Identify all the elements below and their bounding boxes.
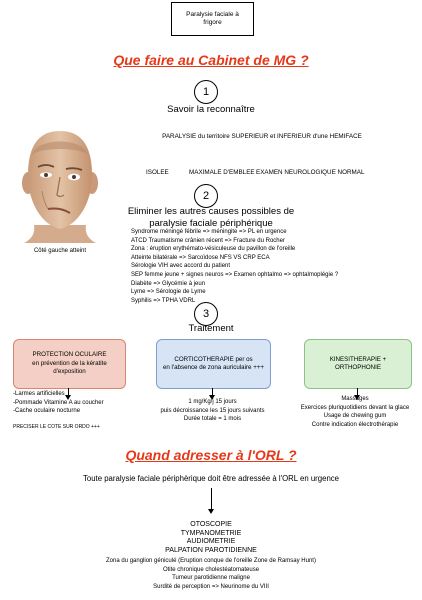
box-blue-line-1: CORTICOTHERAPIE per os	[174, 355, 253, 363]
cause-item: Zona : éruption erythémato-vésiculeuse du pavillon de l'oreille	[131, 246, 296, 253]
red-items	[13, 390, 104, 416]
criterion-isolee: ISOLEE	[146, 169, 169, 176]
cause-item: Syphilis => TPHA VDRL	[131, 297, 196, 304]
cause-item: Syndrome méningé fébrile => méningite => PL en urgence	[131, 229, 287, 235]
cause-item: Diabète => Glycémie à jeun	[131, 280, 206, 287]
criterion-examen: EXAMEN NEUROLOGIQUE NORMAL	[256, 169, 365, 176]
blue-item: puis décroissance les 15 jours suivants	[160, 407, 265, 414]
box-red-line-1: PROTECTION OCULAIRE	[32, 351, 107, 359]
exam-item: TYMPANOMETRIE	[180, 529, 242, 537]
step-2-label	[80, 206, 342, 230]
cause-item: SEP femme jeune + signes neuros => Examen ophtalmo => ophtalmoplégie ?	[131, 271, 339, 278]
box-protection-oculaire	[13, 339, 126, 389]
green-item: Exercices pluriquotidiens devant la glace	[300, 404, 410, 411]
orl-urgence-line: Toute paralysie faciale périphèrique doit être adressée à l'ORL en urgence	[82, 474, 340, 483]
box-red-line-2: en prévention de la kératite	[32, 359, 107, 367]
blue-items	[140, 398, 285, 424]
cause-item: Atteinte bilatérale => Sarcoïdose NFS VS CRP ECA	[131, 254, 270, 261]
green-item: Contre indication électrothérapie	[311, 421, 399, 428]
step-1-circle	[194, 80, 218, 104]
title-orl: Quand adresser à l'ORL ?	[125, 447, 297, 463]
step-3-number: 3	[202, 308, 210, 320]
green-item: Massages	[341, 396, 369, 402]
box-corticotherapie	[156, 339, 271, 389]
step-3-label: Traitement	[188, 323, 234, 334]
red-item: -Cache oculaire nocturne	[13, 408, 81, 415]
topic-line-1: Paralysie faciale à	[186, 11, 239, 18]
green-items	[290, 395, 420, 429]
step-2-number: 2	[202, 190, 210, 202]
box-blue-line-2: en l'absence de zona auriculaire +++	[162, 364, 265, 371]
box-red-line-3: d'exposition	[53, 368, 86, 376]
face-caption: Côté gauche atteint	[33, 248, 87, 254]
red-item: -Pommade Vitamine A au coucher	[13, 399, 104, 406]
cause-item: Sérologie VIH avec accord du patient	[131, 263, 231, 270]
arrow-down-orl	[211, 488, 212, 510]
criterion-maximale: MAXIMALE D'EMBLEE	[189, 169, 255, 176]
arrow-down-blue	[212, 388, 213, 396]
title-cabinet: Que faire au Cabinet de MG ?	[113, 52, 309, 68]
exam-item: OTOSCOPIE	[190, 521, 232, 528]
cause-item: ATCD Traumatisme crânien récent => Fracture du Rocher	[131, 237, 285, 244]
box-green-line-1: KINESITHERAPIE +	[329, 355, 387, 363]
topic-box	[171, 2, 254, 36]
etiology-item: Otite chronique cholestéatomateuse	[162, 566, 260, 573]
cause-item: Lyme => Sérologie de Lyme	[131, 289, 206, 296]
red-item: -Larmes artificielles	[13, 391, 65, 397]
etiology-item: Zona du ganglion géniculé (Eruption conque de l'oreille Zone de Ramsay Hunt)	[106, 558, 316, 564]
blue-item: Durée totale = 1 mois	[183, 416, 242, 423]
step-2-label-line-1: Eliminer les autres causes possibles de	[127, 206, 295, 217]
step-2-circle	[194, 184, 218, 208]
red-note: PRECISER LE COTE SUR ORDO +++	[13, 424, 100, 430]
step-1-label: Savoir la reconnaître	[167, 104, 255, 115]
etiology-item: Surdité de perception => Neurinome du VIII	[153, 583, 269, 590]
exams-list	[100, 521, 322, 555]
step-2-label-line-2: paralysie faciale périphérique	[149, 218, 273, 229]
exam-item: PALPATION PAROTIDIENNE	[165, 546, 257, 554]
step-1-number: 1	[202, 86, 210, 98]
paralysie-description: PARALYSIE du territoire SUPERIEUR et INFERIEUR d'une HEMIFACE	[162, 133, 362, 140]
box-green-line-2: ORTHOPHONIE	[335, 364, 381, 371]
blue-item: 1 mg/Kg/j 15 jours	[188, 399, 237, 405]
exam-item: AUDIOMETRIE	[186, 538, 236, 545]
topic-line-2: frigore	[203, 19, 222, 26]
etiology-item: Tumeur parotidienne maligne	[172, 575, 250, 582]
green-item: Usage de chewing gum	[323, 413, 387, 420]
box-kinesitherapie	[304, 339, 412, 389]
etiologies-list	[60, 557, 362, 591]
causes-list	[131, 228, 338, 305]
